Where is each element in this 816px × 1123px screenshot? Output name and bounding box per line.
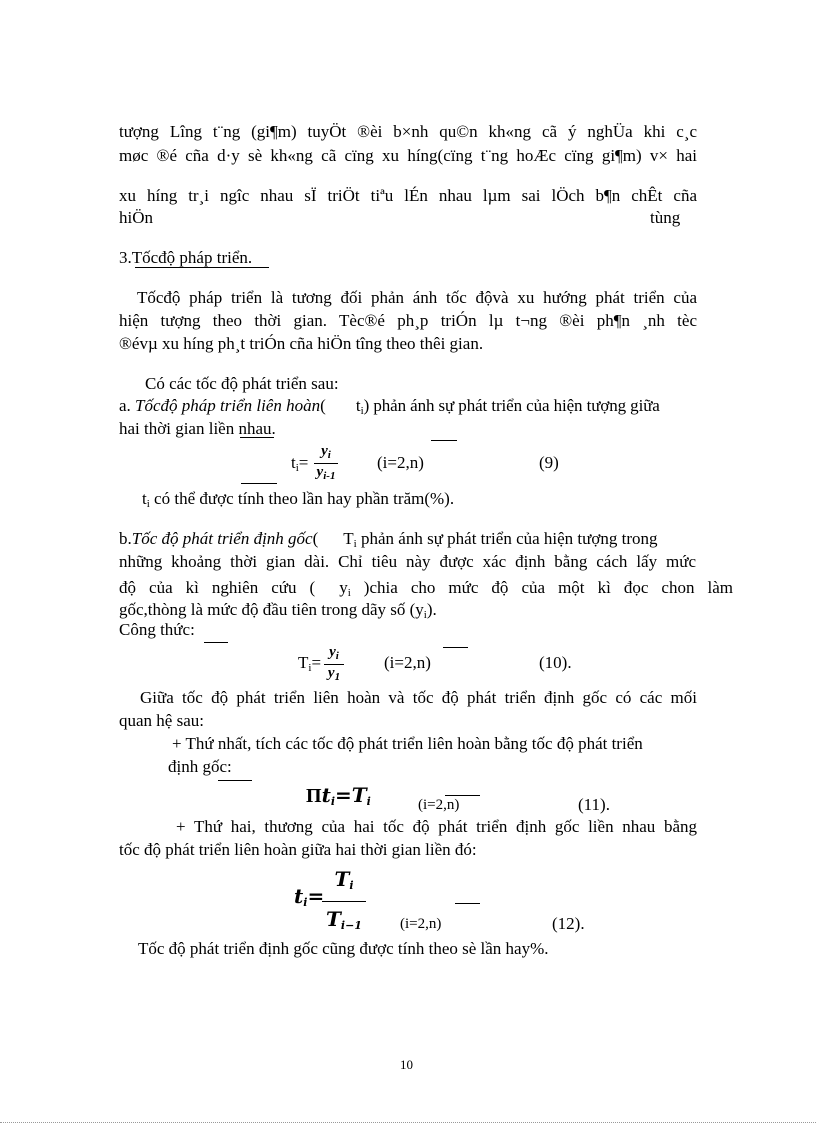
note9: $t_i$ có thể được tính theo lần hay phần trăm(%). [142, 489, 455, 510]
para4-line4: gốc,thòng là mức độ đầu tiên trong dãy số $(y_i)$. [119, 600, 437, 621]
item-a-term: Tốcđộ pháp triển liên hoàn [135, 396, 321, 415]
para2-line2: hiện tượng theo thời gian. Tèc®é ph¸p triÓn lµ t¬ng ®èi ph¶n ¸nh tèc [119, 311, 697, 330]
item-a-symbol-sub: i [360, 405, 364, 417]
second-relation-line1: + Thứ hai, thương của hai tốc độ phát triển định gốc liền nhau bằng [176, 817, 697, 836]
para4-line3: độ của kì nghiên cứu ( $y_i$ )chia cho mức độ của một kì đọc chon làm [119, 578, 733, 599]
overline-mark [204, 642, 228, 643]
item-a-symbol: t [355, 396, 361, 415]
overline-mark [431, 440, 457, 441]
formula10-lhs: $T_i=$ [298, 653, 322, 674]
para1-line3: xu híng tr¸i ngîc nhau sÏ triÖt tiªu lÉn nhau lµm sai lÖch b¶n chÊt cña [119, 186, 697, 205]
formula9-range: (i=2,n) [377, 453, 424, 472]
para1-line4-start: hiÖn [119, 208, 153, 227]
formula-label: Công thức: [119, 620, 195, 639]
item-a-paren: ( [320, 396, 326, 415]
formula9-number: (9) [539, 453, 559, 472]
formula10-range: (i=2,n) [384, 653, 431, 672]
overline-mark [443, 647, 468, 648]
para3-intro: Có các tốc độ phát triển sau: [145, 374, 339, 393]
first-relation-line2: định gốc: [168, 757, 232, 776]
formula11-expression: $\Pi t_i=T_i$ [306, 783, 371, 808]
para1-line2: møc ®é cña d·y sè kh«ng cã cïng xu híng(cïng t¨ng hoÆc cïng gi¶m) v× hai [119, 146, 697, 165]
overline-mark [240, 437, 274, 438]
closing-line: Tốc độ phát triển định gốc cũng được tính theo sè lần hay%. [138, 939, 549, 958]
heading-underline [135, 267, 269, 268]
formula9-fraction: $y_i$ $y_{i-1}$ [314, 444, 338, 483]
formula12-range: (i=2,n) [400, 916, 442, 932]
item-a-rest: ) phản ánh sự phát triển của hiện tượng giữa [363, 396, 660, 415]
item-b-term: Tốc độ phát triển định gốc [131, 529, 313, 548]
section-heading [119, 248, 252, 268]
formula10-fraction: $y_i$ $y_1$ [324, 645, 344, 684]
formula12-number: (12). [552, 914, 585, 933]
second-relation-line2: tốc độ phát triển liên hoàn giữa hai thời gian liền đó: [119, 840, 477, 859]
formula9-lhs: $t_i=$ [291, 453, 309, 474]
item-a-label: a. [119, 396, 136, 415]
para4-item-b: b.Tốc độ phát triển định gốc( $T_i$ phản ánh sự phát triển của hiện tượng trong [119, 529, 658, 550]
overline-mark [445, 795, 480, 796]
para3-item-a [119, 396, 660, 421]
para4-line2: những khoảng thời gian dài. Chỉ tiêu này được xác định bằng cách lấy mức [119, 552, 696, 571]
overline-mark [455, 903, 480, 904]
para1-line1: tượng Lîng t¨ng (gi¶m) tuyÖt ®èi b×nh qu©n kh«ng cã ý nghÜa khi c¸c [119, 122, 697, 141]
overline-mark [241, 483, 277, 484]
para2-line3: ®évµ xu híng ph¸t triÓn cña hiÖn tîng theo thêi gian. [119, 334, 484, 353]
first-relation-line1: + Thứ nhất, tích các tốc độ phát triển liên hoàn bằng tốc độ phát triển [172, 734, 643, 753]
para5-line1: Giữa tốc độ phát triển liên hoàn và tốc độ phát triển định gốc có các mối [140, 688, 697, 707]
para3-item-a-line2: hai thời gian liền nhau. [119, 419, 276, 438]
page-number: 10 [400, 1057, 413, 1072]
formula10-number: (10). [539, 653, 572, 672]
para5-line2: quan hệ sau: [119, 711, 204, 730]
formula12-fraction: $T_i$ $T_{i-1}$ [322, 866, 366, 939]
para2-line1: Tốcđộ pháp triển là tương đối phản ánh tốc độvà xu hướng phát triển của [137, 288, 697, 307]
section-heading-text: 3.Tốcđộ pháp triển. [119, 248, 253, 267]
overline-mark [218, 780, 252, 781]
para1-line4-end: tùng [650, 208, 681, 227]
formula11-number: (11). [578, 795, 610, 814]
formula11-range: (i=2,n) [418, 797, 460, 813]
formula12-lhs: $t_i=$ [294, 884, 325, 909]
